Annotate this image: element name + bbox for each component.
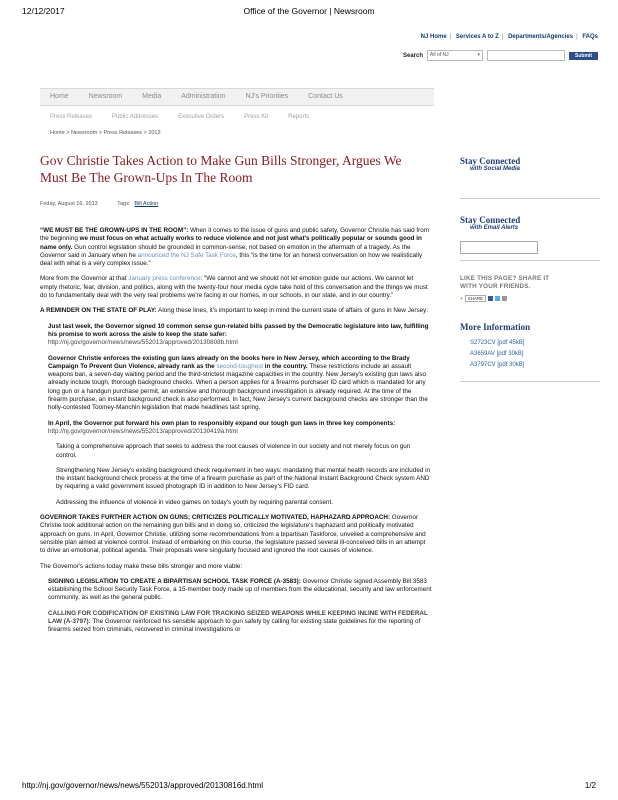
list-item: Addressing the influence of violence in video games on today's youth by requiring parental consent. [56, 498, 334, 506]
toplink-nj-home[interactable]: NJ Home [420, 34, 447, 40]
pdf-link[interactable]: A3797CV [pdf 30kB] [470, 362, 525, 368]
paragraph: The Governor's actions today make these bills stronger and more viable: [40, 562, 243, 570]
subnav-press-releases[interactable]: Press Releases [50, 114, 93, 120]
article-date: Friday, August 16, 2013 [40, 201, 98, 207]
main-nav [40, 88, 434, 106]
more-info-title: More Information [460, 322, 531, 332]
subnav-reports[interactable]: Reports [288, 114, 310, 120]
toplink-faqs[interactable]: FAQs [582, 34, 598, 40]
email-input[interactable] [460, 241, 538, 254]
facebook-icon[interactable] [488, 296, 493, 301]
share-plus-icon: + [460, 296, 463, 301]
share-prompt: LIKE THIS PAGE? SHARE IT WITH YOUR FRIENDS. [460, 275, 550, 290]
paragraph: Governor Christie enforces the existing gun laws already on the books here in New Jersey, which according to the Brady Campaign To Prevent Gun Violence, already rank as the second-toughest in the country. These restrictions include an assault weapons ban, a seven-day waiting period and the third-strictest magazine capacities in the country. New Jersey's existing gun laws also already include tough, thorough background checks. When a person applies for a firearms purchaser ID card which is mandated for any long gun or a handgun purchase permit, an extensive and thorough background investigation is already required. At the time of the firearm purchase, an instant background check is also performed. In fact, New Jersey's current background checks are stronger than the holly-contested Toomey-Manchin legislation that made headlines last spring. [48, 354, 428, 412]
pdf-link[interactable]: S2723CV [pdf 45kB] [470, 340, 525, 346]
press-conference-link[interactable]: January press conference [128, 275, 201, 283]
social-subtitle[interactable]: with Social Media [470, 166, 521, 172]
toplink-services[interactable]: Services A to Z [455, 34, 499, 40]
list-item: Taking a comprehensive approach that seeks to address the root causes of violence in our society and not merely focus on gun control. [56, 443, 411, 459]
paragraph: GOVERNOR TAKES FURTHER ACTION ON GUNS; CRITICIZES POLITICALLY MOTIVATED, HAPHAZARD APPROACH: Governor Christie took additional action on the remaining gun bills and in doing so, criticized the legislature's haphazard and politically motivated approach on guns. In April, Governor Christie, utilizing some recommendations from a bipartisan Taskforce, unveiled a comprehensive and sensible plan aimed at violence control. Instead of embarking on this course, the legislature passed several ill-conceived bills in an attempt to drive an emotional, political agenda. Their proposals were singularly focused and ignored the root causes of violence. [40, 514, 426, 555]
share-widget[interactable] [460, 295, 600, 302]
nav-contact[interactable]: Contact Us [308, 93, 343, 100]
paragraph: SIGNING LEGISLATION TO CREATE A BIPARTISAN SCHOOL TASK FORCE (A-3583): Governor Christie signed Assembly Bill 3583 establishing the School Security Task Force, a 15-member body made up of members from the educational, security and law enforcement community, as well as the general public. [48, 577, 432, 602]
tags-label: Tags: [117, 201, 131, 207]
paragraph: “WE MUST BE THE GROWN-UPS IN THE ROOM”: When it comes to the issue of guns and public safety, Governor Christie has said from the beginning we must focus on what actually works to reduce violence and not just what's politically popular or sounds good in name only. Gun control legislation should be grounded in common-sense, not based on emotion in the aftermath of a tragedy. As the Governor said in January when he announced the NJ Safe Task Force, this “is the time for an honest conversation on how we realistically deal with what is a very complex issue.” [40, 227, 430, 268]
second-toughest-link[interactable]: second-toughest [216, 362, 264, 370]
list-item: Strengthening New Jersey's existing background check requirement in two ways: mandating that mental health records are included in the instant background check process at the time of a firearm purchase as part of the National Instant Background Check system AND by requiring a valid government issued photograph ID in addition to New Jersey's FID card. [56, 466, 430, 491]
plan-url[interactable]: http://nj.gov/governor/news/news/552013/approved/20130419a.html [48, 427, 238, 435]
twitter-icon[interactable] [495, 296, 500, 301]
nav-home[interactable]: Home [50, 93, 69, 100]
search-input[interactable] [487, 50, 565, 61]
social-title: Stay Connected [460, 156, 521, 166]
page-number: 1/2 [584, 781, 596, 790]
nav-media[interactable]: Media [142, 93, 162, 100]
article-body [40, 227, 432, 642]
pdf-link[interactable]: A3659AV [pdf 30kB] [470, 351, 524, 357]
stay-connected-email [460, 215, 600, 261]
bills-url[interactable]: http://nj.gov/governor/news/news/552013/approved/20130808b.html [48, 339, 238, 347]
share-button[interactable]: SHARE [465, 295, 487, 302]
top-links: NJ Home | Services A to Z | Departments/Agencies | FAQs [420, 34, 598, 40]
email-icon[interactable] [502, 296, 507, 301]
toplink-departments[interactable]: Departments/Agencies [508, 34, 574, 40]
print-date: 12/12/2017 [22, 6, 65, 16]
search-submit-button[interactable]: Submit [569, 52, 598, 60]
stay-connected-social [460, 156, 600, 199]
email-title: Stay Connected [460, 215, 521, 225]
paragraph: CALLING FOR CODIFICATION OF EXISTING LAW FOR TRACKING SEIZED WEAPONS WHILE KEEPING INLINE WITH FEDERAL LAW (A-3797): The Governor reinforced his sensible approach to gun safety by calling for existing state guidelines for the reporting of firearms seized from criminals, recovered in criminal investigations or [48, 609, 428, 634]
article-title: Gov Christie Takes Action to Make Gun Bills Stronger, Argues We Must Be The Grown-Ups In The Room [40, 153, 402, 185]
breadcrumb[interactable]: Home > Newsroom > Press Releases > 2013 [50, 130, 161, 136]
subnav-executive-orders[interactable]: Executive Orders [178, 114, 225, 120]
paragraph: Just last week, the Governor signed 10 common sense gun-related bills passed by the Democratic legislature into law, fulfilling his promise to work across the aisle to keep the state safer: http://nj.gov/governor/news/news/552013/approved/20130808b.html [48, 322, 429, 347]
tag-link[interactable]: Bill Action [134, 201, 159, 207]
print-url: http://nj.gov/governor/news/news/552013/approved/20130816d.html [22, 781, 264, 790]
print-footer [22, 781, 596, 790]
share-block [460, 275, 600, 302]
sub-nav [40, 114, 434, 120]
search-scope-select[interactable]: All of NJ ▾ [427, 50, 483, 61]
nav-priorities[interactable]: NJ's Priorities [245, 93, 289, 100]
more-information [460, 322, 600, 382]
email-subtitle[interactable]: with Email Alerts [470, 225, 519, 231]
paragraph: A REMINDER ON THE STATE OF PLAY: Along these lines, it's important to keep in mind the current state of affairs of guns in New Jersey: [40, 307, 429, 315]
task-force-link[interactable]: announced the NJ Safe Task Force [137, 251, 236, 259]
article-meta [40, 201, 158, 207]
search-label: Search [403, 52, 424, 59]
paragraph: In April, the Governor put forward his own plan to responsibly expand our tough gun laws in three key components: http://nj.gov/governor/news/news/552013/approved/20130419a.html [48, 419, 396, 435]
search-bar [403, 50, 598, 61]
paragraph: More from the Governor at that January press conference: “We cannot and we should not let emotion guide our actions. We cannot let empty rhetoric, fear, division, and politics, along with the twenty-four hour media cycle take hold of this conversation and the things we must do to fundamentally deal with the very real problems we're facing in our homes, in our schools, in our state, and in our country.” [40, 275, 428, 300]
subnav-press-kit[interactable]: Press Kit [244, 114, 269, 120]
nav-newsroom[interactable]: Newsroom [88, 93, 123, 100]
subnav-public-addresses[interactable]: Public Addresses [112, 114, 159, 120]
nav-administration[interactable]: Administration [181, 93, 226, 100]
print-title: Office of the Governor | Newsroom [243, 6, 375, 16]
